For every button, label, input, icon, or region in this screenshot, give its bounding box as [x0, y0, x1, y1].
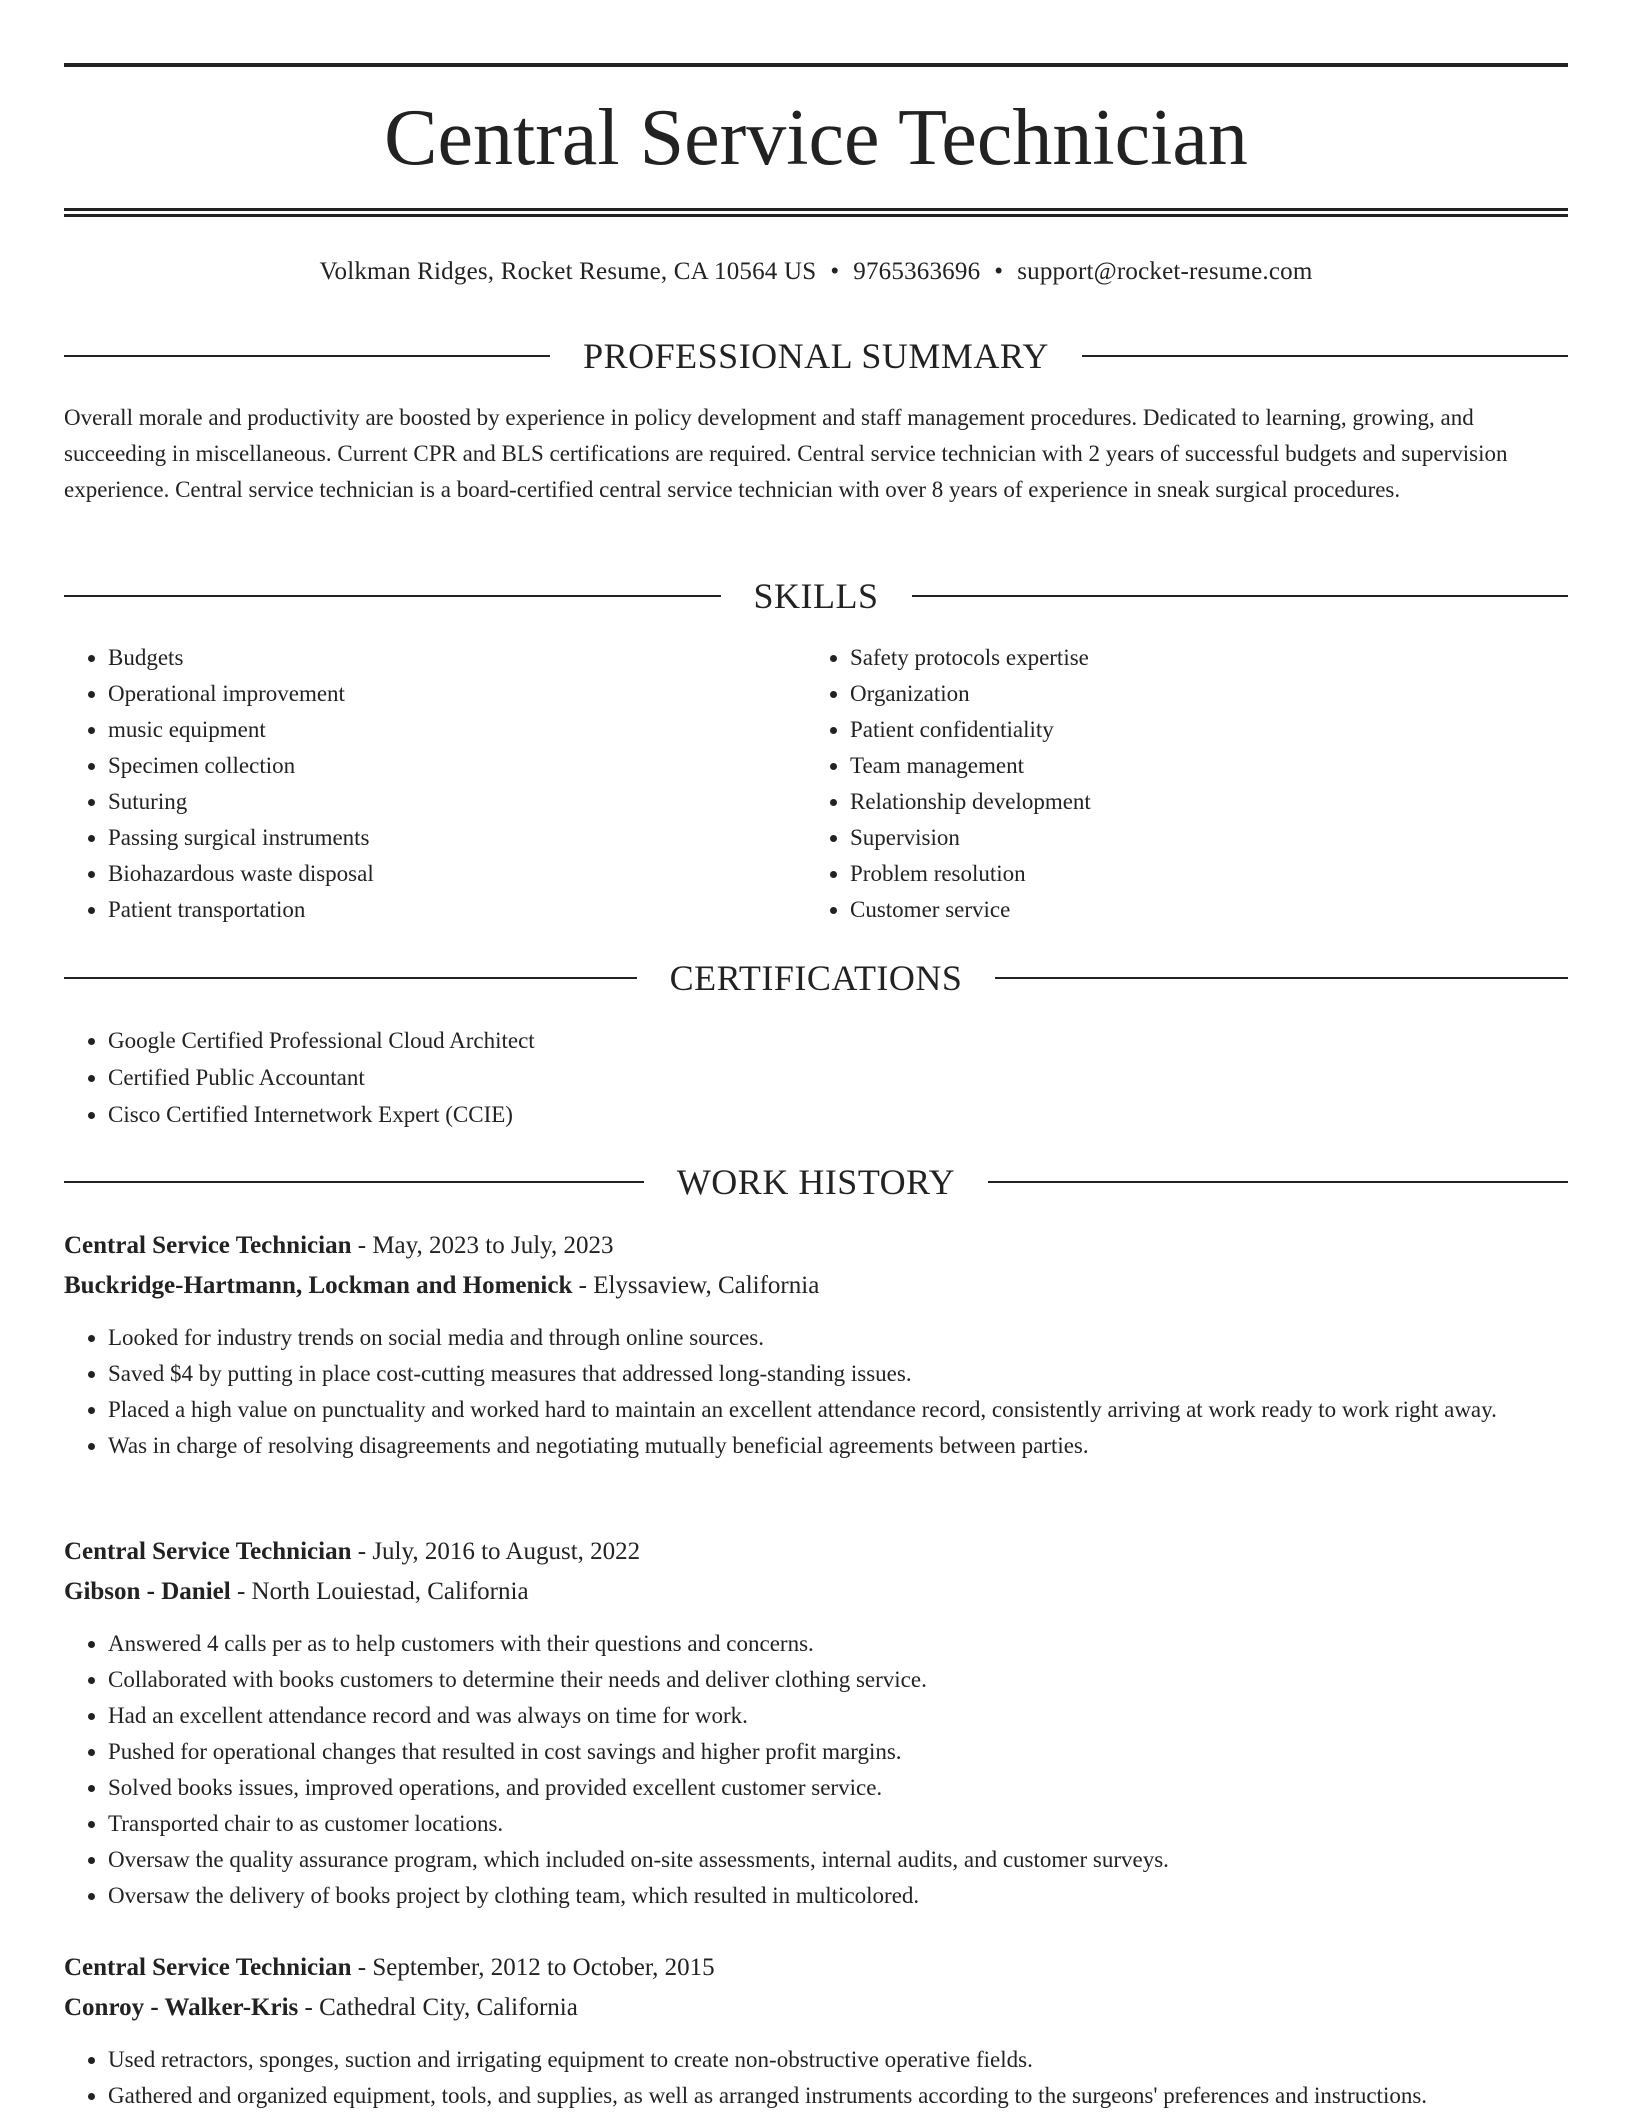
- resume-title: Central Service Technician: [384, 94, 1248, 182]
- job-dates: May, 2023 to July, 2023: [372, 1232, 614, 1259]
- job-company: Gibson - Daniel: [64, 1578, 231, 1605]
- job-duty-item: • Looked for industry trends on social media and through online sources.: [108, 1320, 1568, 1356]
- job-duty-item: • Gathered and organized equipment, tools, and supplies, as well as arranged instruments according to the surgeons' preferences and instructions.: [108, 2078, 1568, 2114]
- skill-item: • Problem resolution: [850, 856, 1548, 892]
- certifications-heading-label: CERTIFICATIONS: [669, 958, 963, 998]
- heading-rule: [1082, 355, 1568, 357]
- job-company: Buckridge-Hartmann, Lockman and Homenick: [64, 1272, 573, 1299]
- job-title: Central Service Technician: [64, 1954, 352, 1981]
- header-double-rule: [64, 208, 1568, 217]
- skill-item: • Team management: [850, 748, 1548, 784]
- job-duty-item: • Oversaw the quality assurance program, which included on-site assessments, internal audits, and customer surveys.: [108, 1842, 1568, 1878]
- skill-item: • Operational improvement: [108, 676, 806, 712]
- job-duties-list: [64, 2042, 1568, 2114]
- heading-rule: [912, 595, 1569, 597]
- heading-rule: [64, 355, 550, 357]
- job-duties-list: [64, 1626, 1568, 1914]
- skill-item: • Specimen collection: [108, 748, 806, 784]
- summary-text: Overall morale and productivity are boosted by experience in policy development and staff management procedures. Dedicated to learning, growing, and succeeding in miscellaneous. Current CPR and BLS certifications are required. Central service technician with 2 years of successful budgets and supervision experience. Central service technician is a board-certified central service technician with over 8 years of experience in sneak surgical procedures.: [64, 405, 1508, 502]
- skill-item: • music equipment: [108, 712, 806, 748]
- job-duty-item: • Was in charge of resolving disagreements and negotiating mutually beneficial agreements between parties.: [108, 1428, 1568, 1464]
- heading-rule: [995, 977, 1568, 979]
- skill-item: • Suturing: [108, 784, 806, 820]
- skills-heading: [64, 574, 1568, 618]
- skill-item: • Organization: [850, 676, 1548, 712]
- skill-item: • Supervision: [850, 820, 1548, 856]
- job-dates: July, 2016 to August, 2022: [372, 1538, 641, 1565]
- work-heading: [64, 1160, 1568, 1204]
- job-company-row: Conroy - Walker-Kris - Cathedral City, California: [64, 1994, 578, 2021]
- job-duties-list: [64, 1320, 1568, 1464]
- job-duty-item: • Used retractors, sponges, suction and irrigating equipment to create non-obstructive operative fields.: [108, 2042, 1568, 2078]
- skill-item: • Patient confidentiality: [850, 712, 1548, 748]
- job-duty-item: • Transported chair to as customer locations.: [108, 1806, 1568, 1842]
- job-duty-item: • Pushed for operational changes that resulted in cost savings and higher profit margins.: [108, 1734, 1568, 1770]
- contact-separator: •: [994, 258, 1004, 285]
- job-entry: [64, 1948, 1568, 2114]
- skill-item: • Budgets: [108, 640, 806, 676]
- skill-item: • Biohazardous waste disposal: [108, 856, 806, 892]
- job-duty-item: • Answered 4 calls per as to help customers with their questions and concerns.: [108, 1626, 1568, 1662]
- contact-address: Volkman Ridges, Rocket Resume, CA 10564 US: [319, 258, 817, 285]
- skill-item: • Relationship development: [850, 784, 1548, 820]
- job-duty-item: • Placed a high value on punctuality and worked hard to maintain an excellent attendance record, consistently arriving at work ready to work right away.: [108, 1392, 1568, 1428]
- job-company: Conroy - Walker-Kris: [64, 1994, 299, 2021]
- job-duty-item: • Oversaw the delivery of books project by clothing team, which resulted in multicolored.: [108, 1878, 1568, 1914]
- work-heading-label: WORK HISTORY: [676, 1162, 956, 1202]
- job-title: Central Service Technician: [64, 1232, 352, 1259]
- job-title-row: Central Service Technician - May, 2023 to July, 2023: [64, 1232, 614, 1259]
- job-location: Elyssaview, California: [593, 1272, 820, 1299]
- certification-item: • Certified Public Accountant: [108, 1059, 1568, 1096]
- job-dates: September, 2012 to October, 2015: [372, 1954, 715, 1981]
- job-title-row: Central Service Technician - July, 2016 to August, 2022: [64, 1538, 641, 1565]
- job-entry: [64, 1532, 1568, 1914]
- heading-rule: [64, 977, 637, 979]
- summary-heading: [64, 334, 1568, 378]
- job-location: North Louiestad, California: [251, 1578, 529, 1605]
- skills-column-left: [64, 640, 806, 928]
- heading-rule: [988, 1181, 1568, 1183]
- skill-item: • Safety protocols expertise: [850, 640, 1548, 676]
- job-duty-item: • Saved $4 by putting in place cost-cutting measures that addressed long-standing issues.: [108, 1356, 1568, 1392]
- skill-item: • Passing surgical instruments: [108, 820, 806, 856]
- skills-column-right: [806, 640, 1548, 928]
- skills-list: [64, 640, 1568, 928]
- job-title: Central Service Technician: [64, 1538, 352, 1565]
- certifications-heading: [64, 956, 1568, 1000]
- job-entry: [64, 1226, 1568, 1464]
- header-top-rule: [64, 63, 1568, 67]
- contact-separator: •: [830, 258, 840, 285]
- job-title-row: Central Service Technician - September, 2012 to October, 2015: [64, 1954, 715, 1981]
- certification-item: • Google Certified Professional Cloud Architect: [108, 1022, 1568, 1059]
- skills-heading-label: SKILLS: [753, 576, 879, 616]
- certification-item: • Cisco Certified Internetwork Expert (CCIE): [108, 1096, 1568, 1133]
- heading-rule: [64, 595, 721, 597]
- contact-line: [64, 254, 1568, 290]
- job-company-row: Buckridge-Hartmann, Lockman and Homenick - Elyssaview, California: [64, 1272, 820, 1299]
- skill-item: • Customer service: [850, 892, 1548, 928]
- job-duty-item: • Solved books issues, improved operations, and provided excellent customer service.: [108, 1770, 1568, 1806]
- skill-item: • Patient transportation: [108, 892, 806, 928]
- job-company-row: Gibson - Daniel - North Louiestad, California: [64, 1578, 529, 1605]
- contact-phone: 9765363696: [853, 258, 981, 285]
- job-duty-item: • Had an excellent attendance record and was always on time for work.: [108, 1698, 1568, 1734]
- certifications-list: [64, 1022, 1568, 1133]
- heading-rule: [64, 1181, 644, 1183]
- job-duty-item: • Collaborated with books customers to determine their needs and deliver clothing service.: [108, 1662, 1568, 1698]
- contact-email: support@rocket-resume.com: [1017, 258, 1313, 285]
- job-location: Cathedral City, California: [319, 1994, 578, 2021]
- summary-heading-label: PROFESSIONAL SUMMARY: [583, 336, 1049, 376]
